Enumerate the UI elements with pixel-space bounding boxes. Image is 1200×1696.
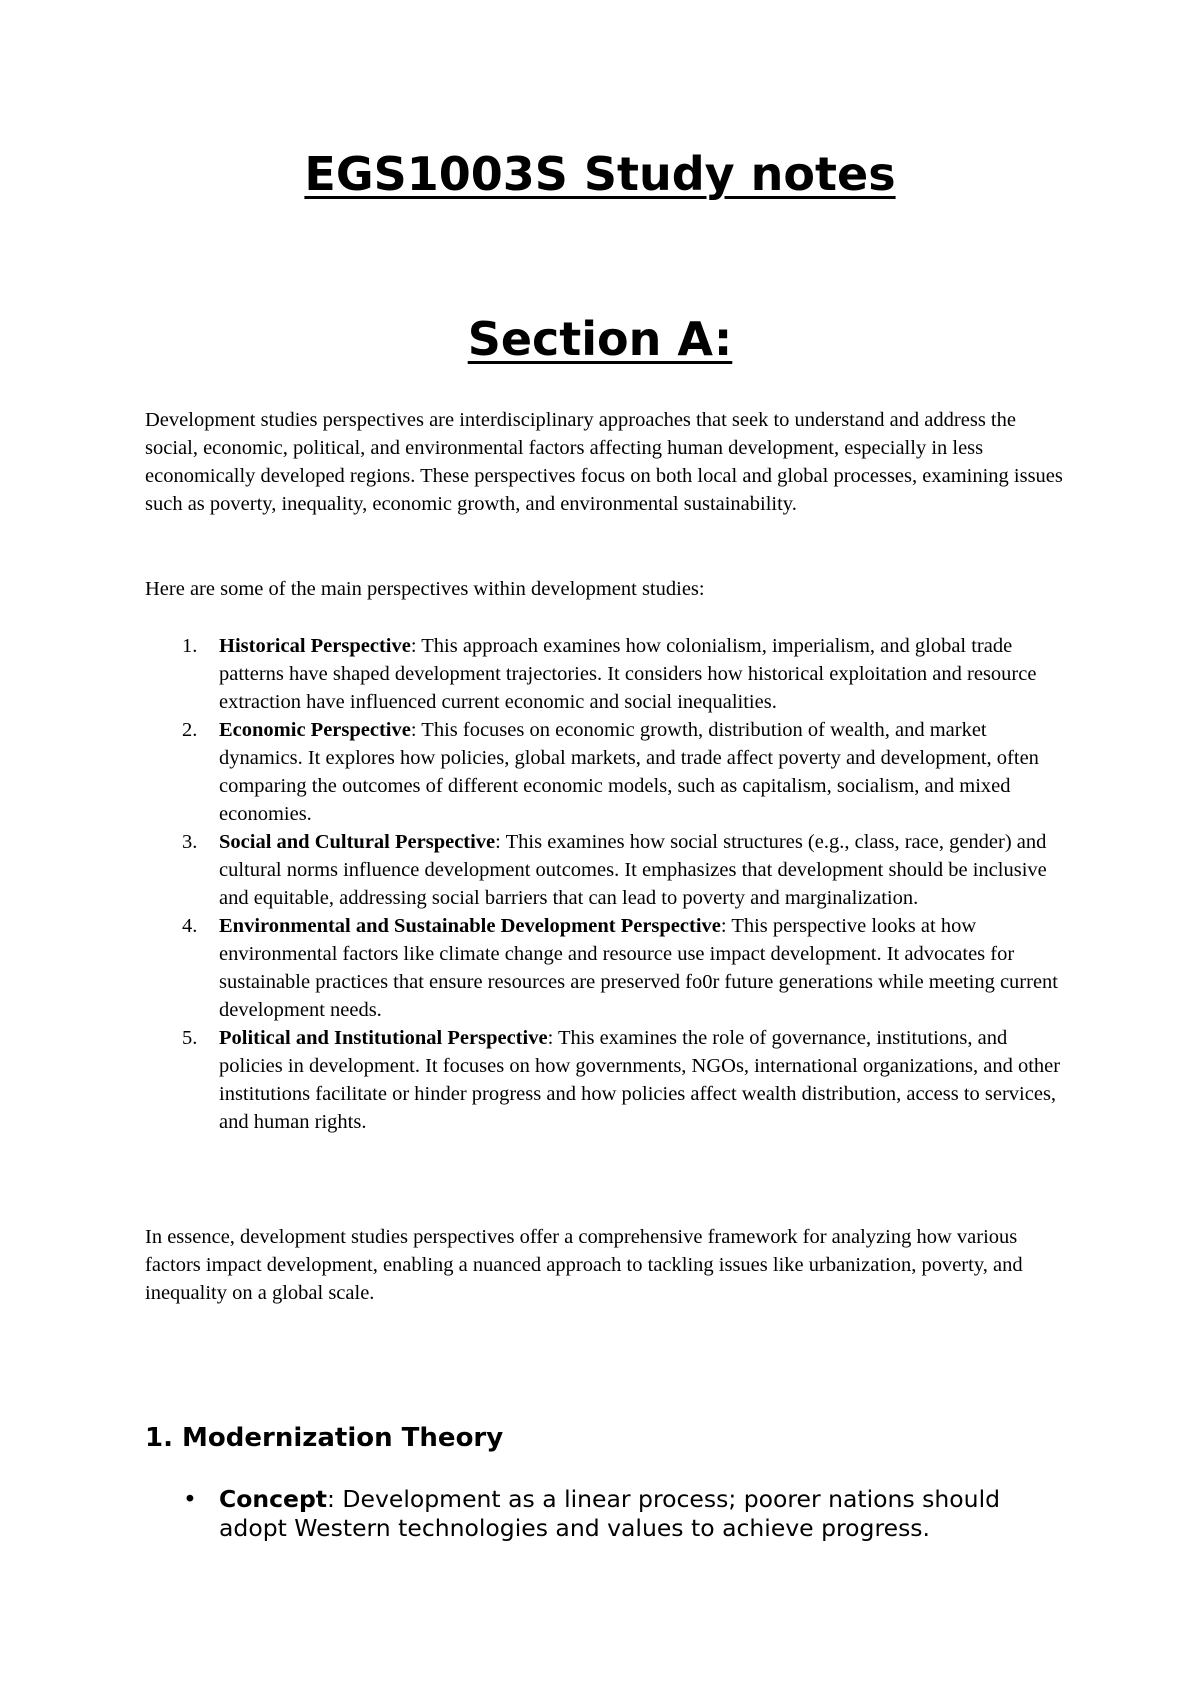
list-item <box>145 632 1070 716</box>
theory-heading: 1. Modernization Theory <box>145 1423 504 1453</box>
perspective-description: : This approach examines how colonialism, imperialism, and global trade patterns have shaped development trajectories. It considers how historical exploitation and resource extraction have influenced current economic and social inequalities. <box>219 635 1037 713</box>
perspective-description: : This focuses on economic growth, distribution of wealth, and market dynamics. It explores how policies, global markets, and trade affect poverty and development, often comparing the outcomes of different economic models, such as capitalism, socialism, and mixed economies. <box>219 719 1039 825</box>
list-number: 2. <box>182 719 198 741</box>
perspectives-list <box>145 632 1070 1136</box>
theory-description: : Development as a linear process; poorer nations should adopt Western technologies and values to achieve progress. <box>219 1485 1001 1542</box>
perspective-term: Historical Perspective <box>219 635 411 657</box>
document-title-text: EGS1003S Study notes <box>304 147 896 201</box>
list-number: 5. <box>182 1027 198 1049</box>
perspective-term: Environmental and Sustainable Development Perspective <box>219 915 721 937</box>
conclusion-paragraph: In essence, development studies perspectives offer a comprehensive framework for analyzing how various factors impact development, enabling a nuanced approach to tackling issues like urbanization, poverty, and inequality on a global scale. <box>145 1226 1023 1304</box>
list-number: 1. <box>182 635 198 657</box>
perspective-description: : This examines the role of governance, institutions, and policies in development. It focuses on how governments, NGOs, international organizations, and other institutions facilitate or hinder progress and how policies affect wealth distribution, access to services, and human rights. <box>219 1027 1061 1133</box>
lead-in-paragraph: Here are some of the main perspectives within development studies: <box>145 578 705 600</box>
list-item <box>145 1485 1070 1543</box>
theory-term: Concept <box>219 1485 328 1513</box>
list-number: 3. <box>182 831 198 853</box>
section-title-text: Section A: <box>467 312 733 366</box>
perspective-description: : This examines how social structures (e.g., class, race, gender) and cultural norms influence development outcomes. It emphasizes that development should be inclusive and equitable, addressing social barriers that can lead to poverty and marginalization. <box>219 831 1047 909</box>
perspective-term: Political and Institutional Perspective <box>219 1027 548 1049</box>
perspective-term: Economic Perspective <box>219 719 411 741</box>
perspective-term: Social and Cultural Perspective <box>219 831 496 853</box>
list-number: 4. <box>182 915 198 937</box>
list-item <box>145 716 1070 828</box>
list-item <box>145 912 1070 1024</box>
list-item <box>145 828 1070 912</box>
theory-bullet-list <box>145 1485 1070 1543</box>
document-title <box>0 148 1200 201</box>
list-item <box>145 1024 1070 1136</box>
intro-paragraph: Development studies perspectives are interdisciplinary approaches that seek to understand and address the social, economic, political, and environmental factors affecting human development, especially in less economically developed regions. These perspectives focus on both local and global processes, examining issues such as poverty, inequality, economic growth, and environmental sustainability. <box>145 409 1063 515</box>
section-title <box>0 313 1200 366</box>
bullet-icon: • <box>183 1485 197 1513</box>
perspective-description: : This perspective looks at how environmental factors like climate change and resource use impact development. It advocates for sustainable practices that ensure resources are preserved fo0r future generations while meeting current development needs. <box>219 915 1058 1021</box>
